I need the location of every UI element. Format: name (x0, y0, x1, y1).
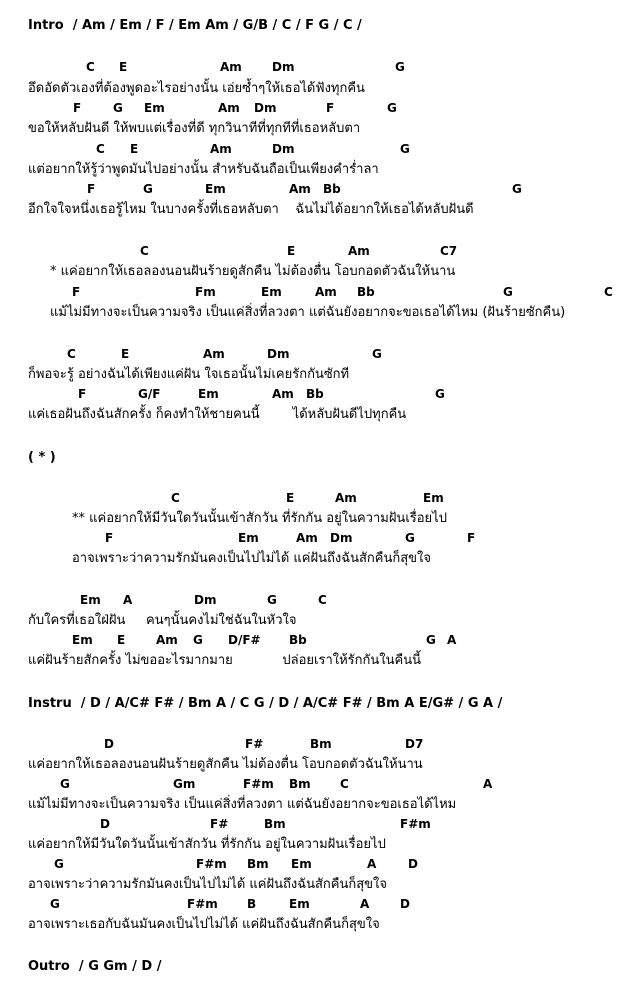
chord: F# (245, 737, 264, 751)
chord: C (340, 777, 349, 791)
chord: Bb (289, 633, 307, 647)
chord: Dm (272, 60, 295, 74)
chord: Em (144, 101, 165, 115)
chord: A (123, 593, 133, 607)
chord: G (267, 593, 277, 607)
chord: G (435, 387, 445, 401)
chord: F (105, 531, 114, 545)
chord: D (100, 817, 110, 831)
chord: Em (80, 593, 101, 607)
lyric-line: อึดอัดตัวเองที่ต้องพูดอะไรอย่างนั้น เอ่ยซ้ำๆให้เธอได้ฟังทุกคืน (28, 81, 365, 96)
chord: G (405, 531, 415, 545)
chord: G (400, 142, 410, 156)
chord: Bm (264, 817, 286, 831)
chord: F (78, 387, 87, 401)
chord-line (0, 818, 643, 832)
chord: D (400, 897, 410, 911)
chord-line (0, 143, 643, 157)
chord: C (67, 347, 76, 361)
chord: Bm (289, 777, 311, 791)
chord: F (73, 101, 82, 115)
chord: Em (205, 182, 226, 196)
chord: A (367, 857, 377, 871)
chord-line (0, 738, 643, 752)
chord: F (72, 285, 81, 299)
chord-line (0, 778, 643, 792)
chord: Am (348, 244, 370, 258)
lyric-line: แค่ฝันร้ายสักครั้ง ไม่ขออะไรมากมาย ปล่อยเราให้รักกันในคืนนี้ (28, 653, 421, 668)
chord: Am (220, 60, 242, 74)
chord-line (0, 594, 643, 608)
chord: Em (289, 897, 310, 911)
chord: Bb (306, 387, 324, 401)
chord: C7 (440, 244, 458, 258)
chord: Bb (323, 182, 341, 196)
chord: Am (156, 633, 178, 647)
chord: G (387, 101, 397, 115)
chord: A (360, 897, 370, 911)
chord: D (408, 857, 418, 871)
chord: A (447, 633, 457, 647)
lyric-line: กับใครที่เธอใฝ่ฝัน คนๆนั้นคงไม่ใช่ฉันในหัวใจ (28, 613, 297, 628)
lyric-line: ขอให้หลับฝันดี ให้พบแต่เรื่องที่ดี ทุกวินาทีที่ทุกทีที่เธอหลับตา (28, 121, 361, 136)
chord: F#m (187, 897, 218, 911)
chord-line (0, 348, 643, 362)
chord: Dm (330, 531, 353, 545)
section-label: Intro / Am / Em / F / Em Am / G/B / C / F G / C / (28, 18, 362, 33)
chord: G (503, 285, 513, 299)
chord: Bb (357, 285, 375, 299)
chord: Am (289, 182, 311, 196)
chord-line (0, 388, 643, 402)
chord: F (326, 101, 335, 115)
chord-line (0, 532, 643, 546)
chord: G (113, 101, 123, 115)
lyric-line: แค่อยากให้มีวันใดวันนั้นเข้าสักวัน ที่รักกัน อยู่ในความฝันเรื่อยไป (28, 837, 386, 852)
chord: Dm (254, 101, 277, 115)
chord: G (372, 347, 382, 361)
chord: G (512, 182, 522, 196)
chord: G (54, 857, 64, 871)
chord: Am (203, 347, 225, 361)
chord-line (0, 634, 643, 648)
chord: Am (218, 101, 240, 115)
chord: C (604, 285, 613, 299)
section-label: Outro / G Gm / D / (28, 959, 162, 974)
chord: G (60, 777, 70, 791)
chord: Am (296, 531, 318, 545)
chord: E (130, 142, 139, 156)
section-label: ( * ) (28, 450, 56, 465)
chord: Bm (310, 737, 332, 751)
chord: E (117, 633, 126, 647)
chord: D7 (405, 737, 424, 751)
chord-line (0, 492, 643, 506)
chord: Am (315, 285, 337, 299)
chord-line (0, 858, 643, 872)
lyric-line: อาจเพราะว่าความรักมันคงเป็นไปไม่ได้ แค่ฝันถึงฉันสักคืนก็สุขใจ (28, 877, 387, 892)
chord: Am (335, 491, 357, 505)
chord: G (193, 633, 203, 647)
chord: C (140, 244, 149, 258)
chord: Gm (173, 777, 196, 791)
chord: Em (291, 857, 312, 871)
chord: F#m (400, 817, 431, 831)
chord: Fm (195, 285, 216, 299)
chord: Em (72, 633, 93, 647)
chord: F (87, 182, 96, 196)
lyric-line: แต่อยากให้รู้ว่าพูดมันไปอย่างนั้น สำหรับฉันถือเป็นเพียงคำร่ำลา (28, 162, 379, 177)
chord: C (318, 593, 327, 607)
chord: C (86, 60, 95, 74)
chord-line (0, 102, 643, 116)
chord: Dm (267, 347, 290, 361)
lyric-line: * แค่อยากให้เธอลองนอนฝันร้ายดูสักคืน ไม่ต้องตื่น โอบกอดตัวฉันให้นาน (50, 264, 456, 279)
chord: Dm (272, 142, 295, 156)
chord: Em (238, 531, 259, 545)
section-label: Instru / D / A/C# F# / Bm A / C G / D / A/C# F# / Bm A E/G# / G A / (28, 696, 503, 711)
chord: G/F (138, 387, 161, 401)
chord: C (96, 142, 105, 156)
chord: F# (210, 817, 229, 831)
chord: E (119, 60, 128, 74)
chord-line (0, 286, 643, 300)
chord: A (483, 777, 493, 791)
chord: Bm (247, 857, 269, 871)
chord: G (50, 897, 60, 911)
chord: F#m (243, 777, 274, 791)
chord: B (247, 897, 257, 911)
chord: Am (210, 142, 232, 156)
chord-line (0, 183, 643, 197)
lyric-line: ** แค่อยากให้มีวันใดวันนั้นเข้าสักวัน ที่รักกัน อยู่ในความฝันเรื่อยไป (72, 511, 447, 526)
chord: E (287, 244, 296, 258)
chord-line (0, 245, 643, 259)
lyric-line: แม้ไม่มีทางจะเป็นความจริง เป็นแค่สิ่งที่ลวงตา แต่ฉันยังอยากจะขอเธอได้ไหม (ฝันร้ายซักคืน) (50, 305, 566, 320)
lyric-line: อาจเพราะเธอกับฉันมันคงเป็นไปไม่ได้ แค่ฝันถึงฉันสักคืนก็สุขใจ (28, 917, 380, 932)
chord: F (467, 531, 476, 545)
lyric-line: แม้ไม่มีทางจะเป็นความจริง เป็นแค่สิ่งที่ลวงตา แต่ฉันยังอยากจะขอเธอได้ไหม (28, 797, 457, 812)
chord: Em (423, 491, 444, 505)
chord: E (286, 491, 295, 505)
chord-line (0, 898, 643, 912)
chord: F#m (196, 857, 227, 871)
chord: Dm (194, 593, 217, 607)
lyric-line: อาจเพราะว่าความรักมันคงเป็นไปไม่ได้ แค่ฝันถึงฉันสักคืนก็สุขใจ (72, 551, 431, 566)
chord: D/F# (228, 633, 261, 647)
chord: Em (261, 285, 282, 299)
lyric-line: อีกใจใจหนึ่งเธอรู้ไหม ในบางครั้งที่เธอหลับตา ฉันไม่ได้อยากให้เธอได้หลับฝันดี (28, 202, 474, 217)
chord: G (395, 60, 405, 74)
chord: G (143, 182, 153, 196)
lyric-line: ก็พอจะรู้ อย่างฉันได้เพียงแค่ฝัน ใจเธอนั้นไม่เคยรักกันซักที (28, 367, 350, 382)
chord: G (426, 633, 436, 647)
chord: C (171, 491, 180, 505)
chord-line (0, 61, 643, 75)
chord: D (104, 737, 114, 751)
lyric-line: แค่เธอฝันถึงฉันสักครั้ง ก็คงทำให้ชายคนนี้ ได้หลับฝันดีไปทุกคืน (28, 407, 407, 422)
chord: E (121, 347, 130, 361)
chord: Em (198, 387, 219, 401)
chord: Am (272, 387, 294, 401)
lyric-line: แค่อยากให้เธอลองนอนฝันร้ายดูสักคืน ไม่ต้องตื่น โอบกอดตัวฉันให้นาน (28, 757, 423, 772)
